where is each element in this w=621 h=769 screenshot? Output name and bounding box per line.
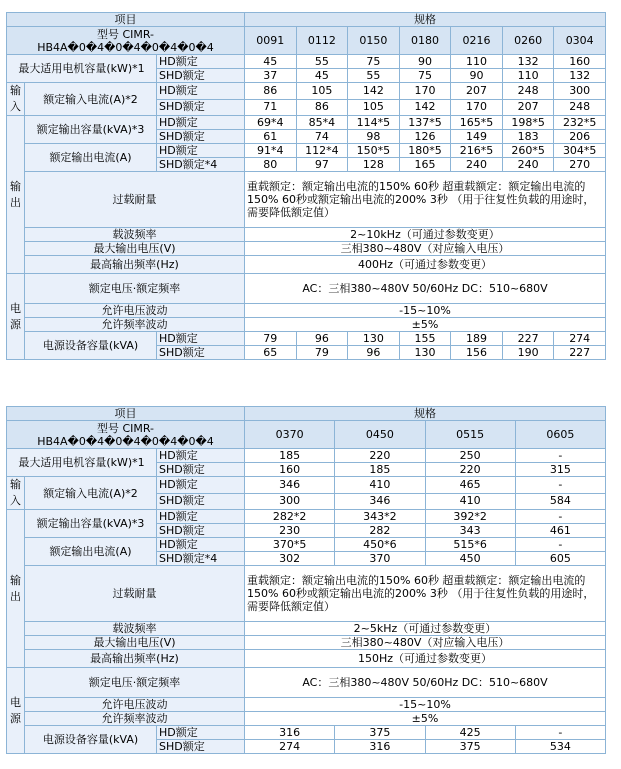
value-cell: 450 [425, 552, 515, 566]
value-cell: 165 [399, 158, 451, 172]
model-cell: 0515 [425, 421, 515, 449]
input-group-label: 输入 [7, 83, 25, 116]
frequency-fluctuation-value: ±5% [245, 712, 606, 726]
header-item: 项目 [7, 13, 245, 27]
value-cell: 86 [296, 99, 348, 116]
value-cell: 79 [245, 332, 297, 346]
value-cell: 282*2 [245, 510, 335, 524]
voltage-fluctuation-label: 允许电压波动 [25, 304, 245, 318]
hd-label: HD额定 [157, 477, 245, 494]
carrier-label: 载波频率 [25, 622, 245, 636]
max-frequency-label: 最高输出频率(Hz) [25, 650, 245, 668]
carrier-value: 2~10kHz（可通过参数变更） [245, 228, 606, 242]
value-cell: 300 [554, 83, 606, 100]
value-cell: 55 [296, 55, 348, 69]
hd-label: HD额定 [157, 510, 245, 524]
value-cell: 132 [554, 69, 606, 83]
value-cell: 248 [502, 83, 554, 100]
value-cell: 316 [335, 740, 425, 754]
model-label: 型号 CIMR-HB4A�0�4�0�4�0�4�0�4 [7, 27, 245, 55]
value-cell: 198*5 [502, 116, 554, 130]
max-frequency-value: 150Hz（可通过参数变更） [245, 650, 606, 668]
shd-label: SHD额定 [157, 463, 245, 477]
hd-label: HD额定 [157, 449, 245, 463]
value-cell: 227 [502, 332, 554, 346]
value-cell: 165*5 [451, 116, 503, 130]
value-cell: 346 [245, 477, 335, 494]
value-cell: 150*5 [348, 144, 400, 158]
value-cell: 96 [296, 332, 348, 346]
value-cell: 461 [515, 524, 605, 538]
value-cell: 98 [348, 130, 400, 144]
header-spec: 规格 [245, 13, 606, 27]
value-cell: 190 [502, 346, 554, 360]
value-cell: 110 [451, 55, 503, 69]
carrier-label: 载波频率 [25, 228, 245, 242]
model-cell: 0370 [245, 421, 335, 449]
rated-voltage-value: AC：三相380~480V 50/60Hz DC：510~680V [245, 668, 606, 698]
value-cell: 206 [554, 130, 606, 144]
value-cell: 69*4 [245, 116, 297, 130]
value-cell: - [515, 477, 605, 494]
value-cell: 375 [425, 740, 515, 754]
voltage-fluctuation-label: 允许电压波动 [25, 698, 245, 712]
voltage-fluctuation-value: -15~10% [245, 698, 606, 712]
hd-label: HD额定 [157, 116, 245, 130]
output-capacity-label: 额定输出容量(kVA)*3 [25, 510, 157, 538]
value-cell: 65 [245, 346, 297, 360]
value-cell: 207 [502, 99, 554, 116]
value-cell: 216*5 [451, 144, 503, 158]
output-group-label: 输出 [7, 116, 25, 274]
value-cell: 260*5 [502, 144, 554, 158]
header-item: 项目 [7, 407, 245, 421]
value-cell: 55 [348, 69, 400, 83]
value-cell: 160 [245, 463, 335, 477]
value-cell: 91*4 [245, 144, 297, 158]
motor-capacity-label: 最大适用电机容量(kW)*1 [7, 449, 157, 477]
value-cell: 114*5 [348, 116, 400, 130]
shd-label: SHD额定 [157, 69, 245, 83]
value-cell: - [515, 510, 605, 524]
input-current-label: 额定输入电流(A)*2 [25, 83, 157, 116]
value-cell: 250 [425, 449, 515, 463]
value-cell: 207 [451, 83, 503, 100]
value-cell: 270 [554, 158, 606, 172]
hd-label: HD额定 [157, 144, 245, 158]
power-group-label: 电源 [7, 274, 25, 360]
model-cell: 0091 [245, 27, 297, 55]
value-cell: 45 [296, 69, 348, 83]
model-cell: 0304 [554, 27, 606, 55]
model-cell: 0112 [296, 27, 348, 55]
model-cell: 0605 [515, 421, 605, 449]
shd-label: SHD额定 [157, 493, 245, 510]
value-cell: 274 [554, 332, 606, 346]
value-cell: 220 [425, 463, 515, 477]
value-cell: 282 [335, 524, 425, 538]
value-cell: 605 [515, 552, 605, 566]
value-cell: 96 [348, 346, 400, 360]
voltage-fluctuation-value: -15~10% [245, 304, 606, 318]
value-cell: 343*2 [335, 510, 425, 524]
value-cell: 300 [245, 493, 335, 510]
value-cell: 97 [296, 158, 348, 172]
value-cell: 315 [515, 463, 605, 477]
shd-label: SHD额定 [157, 524, 245, 538]
value-cell: 149 [451, 130, 503, 144]
input-group-label: 输入 [7, 477, 25, 510]
shd4-label: SHD额定*4 [157, 158, 245, 172]
shd-label: SHD额定 [157, 740, 245, 754]
max-voltage-value: 三相380~480V（对应输入电压） [245, 242, 606, 256]
value-cell: 410 [425, 493, 515, 510]
carrier-value: 2~5kHz（可通过参数变更） [245, 622, 606, 636]
overload-label: 过载耐量 [25, 566, 245, 622]
value-cell: 90 [451, 69, 503, 83]
value-cell: 112*4 [296, 144, 348, 158]
frequency-fluctuation-label: 允许频率波动 [25, 318, 245, 332]
model-cell: 0180 [399, 27, 451, 55]
model-cell: 0216 [451, 27, 503, 55]
value-cell: 183 [502, 130, 554, 144]
value-cell: 85*4 [296, 116, 348, 130]
value-cell: 71 [245, 99, 297, 116]
value-cell: 189 [451, 332, 503, 346]
frequency-fluctuation-value: ±5% [245, 318, 606, 332]
value-cell: 61 [245, 130, 297, 144]
rated-voltage-label: 额定电压·额定频率 [25, 668, 245, 698]
output-current-label: 额定输出电流(A) [25, 144, 157, 172]
shd-label: SHD额定 [157, 130, 245, 144]
model-cell: 0450 [335, 421, 425, 449]
value-cell: 170 [399, 83, 451, 100]
value-cell: 130 [348, 332, 400, 346]
power-capacity-label: 电源设备容量(kVA) [25, 332, 157, 360]
value-cell: 410 [335, 477, 425, 494]
value-cell: 142 [399, 99, 451, 116]
value-cell: - [515, 726, 605, 740]
value-cell: 37 [245, 69, 297, 83]
value-cell: 105 [296, 83, 348, 100]
spec-table-1 [6, 12, 606, 360]
value-cell: 240 [451, 158, 503, 172]
value-cell: 220 [335, 449, 425, 463]
value-cell: 130 [399, 346, 451, 360]
value-cell: 316 [245, 726, 335, 740]
rated-voltage-label: 额定电压·额定频率 [25, 274, 245, 304]
value-cell: 302 [245, 552, 335, 566]
output-capacity-label: 额定输出容量(kVA)*3 [25, 116, 157, 144]
value-cell: 180*5 [399, 144, 451, 158]
power-capacity-label: 电源设备容量(kVA) [25, 726, 157, 754]
value-cell: 75 [348, 55, 400, 69]
overload-text: 重载额定：额定输出电流的150% 60秒 超重载额定：额定输出电流的150% 60秒或额定输出电流的200% 3秒 （用于往复性负载的用途时，需要降低额定值） [245, 172, 606, 228]
hd-label: HD额定 [157, 332, 245, 346]
overload-text: 重载额定：额定输出电流的150% 60秒 超重载额定：额定输出电流的150% 60秒或额定输出电流的200% 3秒 （用于往复性负载的用途时，需要降低额定值） [245, 566, 606, 622]
shd-label: SHD额定 [157, 346, 245, 360]
value-cell: 343 [425, 524, 515, 538]
spec-table-2 [6, 406, 606, 754]
value-cell: 90 [399, 55, 451, 69]
value-cell: 304*5 [554, 144, 606, 158]
shd4-label: SHD额定*4 [157, 552, 245, 566]
max-frequency-value: 400Hz（可通过参数变更） [245, 256, 606, 274]
model-cell: 0150 [348, 27, 400, 55]
value-cell: 110 [502, 69, 554, 83]
model-cell: 0260 [502, 27, 554, 55]
value-cell: 137*5 [399, 116, 451, 130]
output-current-label: 额定输出电流(A) [25, 538, 157, 566]
value-cell: - [515, 538, 605, 552]
value-cell: 185 [245, 449, 335, 463]
max-voltage-value: 三相380~480V（对应输入电压） [245, 636, 606, 650]
value-cell: 370 [335, 552, 425, 566]
value-cell: 79 [296, 346, 348, 360]
hd-label: HD额定 [157, 726, 245, 740]
value-cell: - [515, 449, 605, 463]
model-label: 型号 CIMR-HB4A�0�4�0�4�0�4�0�4 [7, 421, 245, 449]
power-group-label: 电源 [7, 668, 25, 754]
rated-voltage-value: AC：三相380~480V 50/60Hz DC：510~680V [245, 274, 606, 304]
value-cell: 240 [502, 158, 554, 172]
max-voltage-label: 最大输出电压(V) [25, 242, 245, 256]
max-voltage-label: 最大输出电压(V) [25, 636, 245, 650]
input-current-label: 额定输入电流(A)*2 [25, 477, 157, 510]
value-cell: 425 [425, 726, 515, 740]
value-cell: 584 [515, 493, 605, 510]
value-cell: 155 [399, 332, 451, 346]
value-cell: 232*5 [554, 116, 606, 130]
value-cell: 185 [335, 463, 425, 477]
value-cell: 160 [554, 55, 606, 69]
overload-label: 过载耐量 [25, 172, 245, 228]
value-cell: 126 [399, 130, 451, 144]
value-cell: 274 [245, 740, 335, 754]
value-cell: 346 [335, 493, 425, 510]
value-cell: 370*5 [245, 538, 335, 552]
value-cell: 515*6 [425, 538, 515, 552]
value-cell: 375 [335, 726, 425, 740]
value-cell: 392*2 [425, 510, 515, 524]
value-cell: 227 [554, 346, 606, 360]
value-cell: 75 [399, 69, 451, 83]
value-cell: 534 [515, 740, 605, 754]
value-cell: 128 [348, 158, 400, 172]
value-cell: 45 [245, 55, 297, 69]
value-cell: 465 [425, 477, 515, 494]
value-cell: 248 [554, 99, 606, 116]
header-spec: 规格 [245, 407, 606, 421]
value-cell: 132 [502, 55, 554, 69]
value-cell: 450*6 [335, 538, 425, 552]
hd-label: HD额定 [157, 538, 245, 552]
value-cell: 170 [451, 99, 503, 116]
value-cell: 142 [348, 83, 400, 100]
shd-label: SHD额定 [157, 99, 245, 116]
value-cell: 156 [451, 346, 503, 360]
frequency-fluctuation-label: 允许频率波动 [25, 712, 245, 726]
hd-label: HD额定 [157, 55, 245, 69]
value-cell: 74 [296, 130, 348, 144]
output-group-label: 输出 [7, 510, 25, 668]
motor-capacity-label: 最大适用电机容量(kW)*1 [7, 55, 157, 83]
value-cell: 230 [245, 524, 335, 538]
value-cell: 80 [245, 158, 297, 172]
max-frequency-label: 最高输出频率(Hz) [25, 256, 245, 274]
value-cell: 86 [245, 83, 297, 100]
value-cell: 105 [348, 99, 400, 116]
hd-label: HD额定 [157, 83, 245, 100]
